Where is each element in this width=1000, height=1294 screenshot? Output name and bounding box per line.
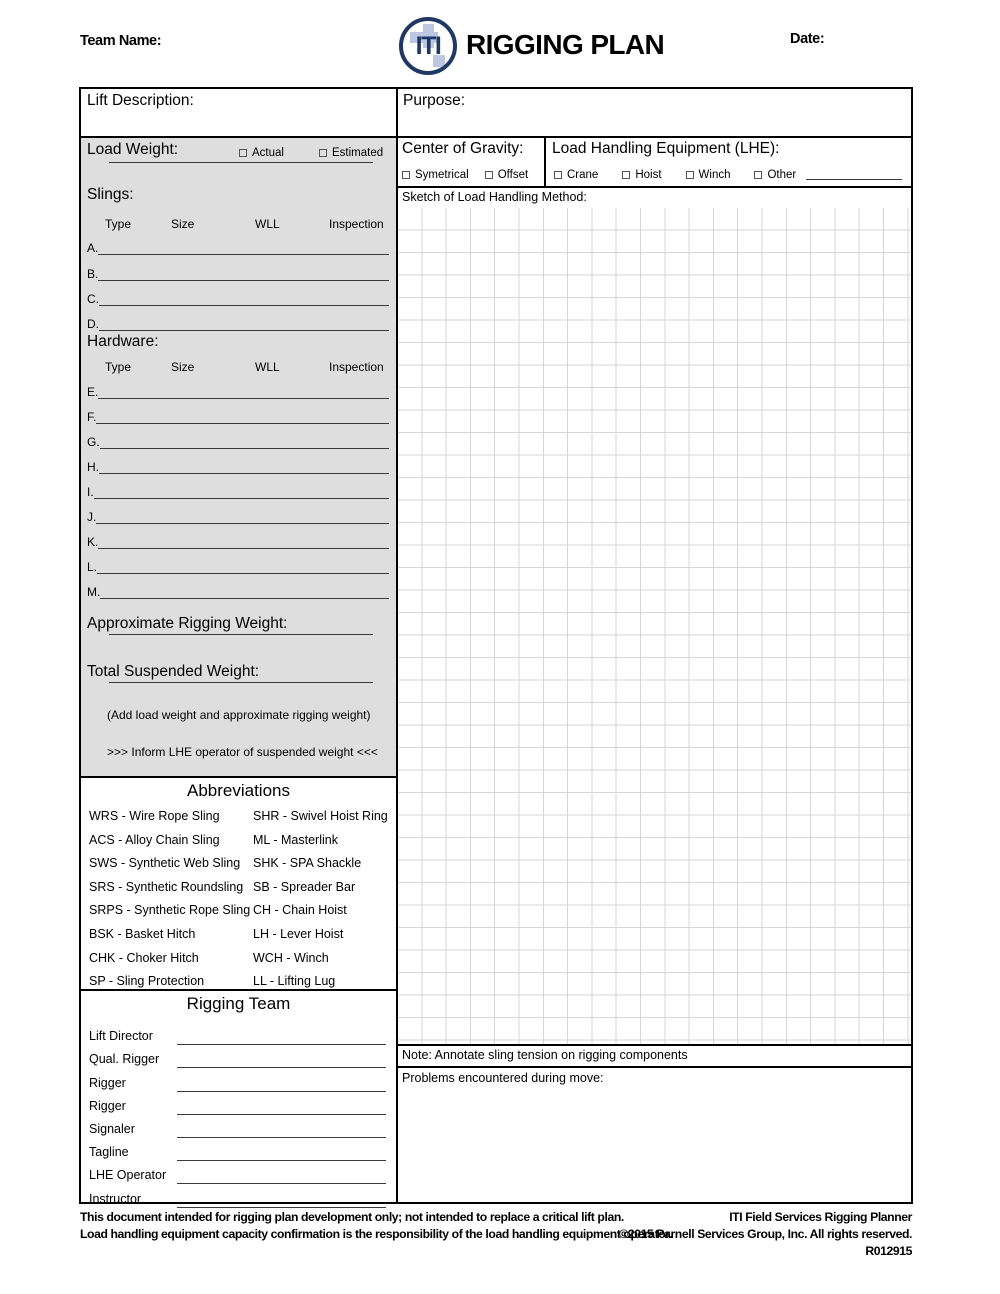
role-label: Rigger [89,1075,126,1090]
abbreviation-item: BSK - Basket Hitch [89,926,196,941]
write-line[interactable] [177,1192,386,1208]
note-bar: Note: Annotate sling tension on rigging components [398,1044,911,1068]
cog-options [402,169,528,181]
hardware-row-m [87,583,389,599]
form-frame [79,87,913,1204]
inform-operator-hint: >>> Inform LHE operator of suspended weight <<< [107,745,378,759]
center-of-gravity-box [398,138,546,186]
page-title: RIGGING PLAN [466,29,665,60]
checkbox-offset[interactable] [485,171,493,179]
row-letter: K. [87,535,99,549]
hardware-col-type: Type [105,360,132,374]
write-line[interactable] [94,485,389,499]
checkbox-crane[interactable] [554,171,562,179]
row-letter: A. [87,241,99,255]
team-name-label: Team Name: [80,33,162,49]
row-letter: D. [87,317,99,331]
load-weight-label: Load Weight: [87,141,179,158]
lift-description-label: Lift Description: [87,92,194,109]
hardware-col-size: Size [171,360,195,374]
hardware-row-g [87,433,389,449]
footer-disclaimer-line-1: This document intended for rigging plan development only; not intended to replace a critical lift plan. [80,1210,624,1224]
option-label: Winch [698,169,731,181]
write-line[interactable] [100,585,389,599]
hardware-row-k [87,533,389,549]
lhe-option-other [754,169,902,181]
approx-rigging-weight-write-line[interactable] [109,634,373,635]
total-suspended-weight-write-line[interactable] [109,682,373,683]
role-label: Rigger [89,1098,126,1113]
team-row-rigger-2 [89,1092,386,1115]
abbreviation-item: SWS - Synthetic Web Sling [89,856,241,871]
date-label: Date: [790,31,825,47]
sling-row-a [87,239,389,255]
hardware-col-wll: WLL [255,360,280,374]
option-label: Actual [252,147,284,159]
hardware-col-inspection: Inspection [329,360,384,374]
abbreviation-item: LL - Lifting Lug [253,974,336,989]
iti-logo-ring [399,17,457,75]
lhe-option-crane [554,169,598,181]
total-weight-hint: (Add load weight and approximate rigging weight) [107,708,371,722]
footer-credits [619,1209,912,1260]
footer-revision-number: R012915 [865,1244,912,1258]
write-line[interactable] [177,1052,386,1068]
center-of-gravity-label: Center of Gravity: [402,140,524,157]
row-letter: M. [87,585,101,599]
team-row-qual-rigger [89,1045,386,1068]
lift-description-box[interactable] [81,89,396,138]
abbreviation-item: CHK - Choker Hitch [89,950,199,965]
sling-row-b [87,265,389,281]
option-label: Hoist [635,169,662,181]
hardware-label: Hardware: [87,333,159,350]
abbreviation-item: SRS - Synthetic Roundsling [89,879,244,894]
slings-col-type: Type [105,217,132,231]
abbreviations-title: Abbreviations [186,781,290,800]
hardware-row-h [87,458,389,474]
write-line[interactable] [177,1122,386,1138]
hardware-row-j [87,508,389,524]
abbreviation-item: LH - Lever Hoist [253,926,344,941]
abbreviation-item: SHK - SPA Shackle [253,856,362,871]
role-label: Qual. Rigger [89,1052,160,1067]
write-line[interactable] [98,535,389,549]
team-row-lhe-operator [89,1161,386,1184]
row-letter: C. [87,292,99,306]
sling-row-c [87,290,389,306]
total-suspended-weight-label: Total Suspended Weight: [87,663,260,680]
lhe-option-hoist [622,169,661,181]
role-label: LHE Operator [89,1168,167,1183]
cog-option-symetrical [402,169,469,181]
checkbox-symetrical[interactable] [402,171,410,179]
footer-disclaimer [80,1209,672,1243]
checkbox-estimated[interactable] [319,149,327,157]
lhe-options [554,169,902,181]
checkbox-hoist[interactable] [622,171,630,179]
row-letter: J. [87,510,97,524]
row-letter: B. [87,267,99,281]
team-row-signaler [89,1115,386,1138]
write-line[interactable] [98,385,389,399]
option-label: Offset [497,169,529,181]
hardware-row-i [87,483,389,499]
rigging-team-panel [81,991,396,1206]
load-weight-option-estimated [319,147,383,159]
left-column [81,89,398,1206]
footer-copyright: ©2015 Parnell Services Group, Inc. All rights reserved. [619,1227,912,1241]
checkbox-other[interactable] [754,171,762,179]
lhe-option-winch [686,169,731,181]
row-letter: E. [87,385,99,399]
team-row-tagline [89,1138,386,1161]
option-label: Crane [567,169,599,181]
slings-label: Slings: [87,186,134,203]
logo-text: ITI [415,31,441,60]
write-line[interactable] [100,435,389,449]
problems-box[interactable] [398,1068,911,1202]
row-letter: H. [87,460,99,474]
write-line[interactable] [177,1145,386,1161]
footer-disclaimer-line-2: Load handling equipment capacity confirmation is the responsibility of the load handling equipment operator. [80,1227,672,1241]
lhe-box [546,138,911,186]
checkbox-actual[interactable] [239,149,247,157]
cog-lhe-row [398,138,911,188]
abbreviation-item: WCH - Winch [253,950,329,965]
write-line[interactable] [96,510,389,524]
abbreviations-column-2 [253,809,388,998]
abbreviations-column-1 [89,809,250,998]
lhe-label: Load Handling Equipment (LHE): [552,140,780,157]
abbreviation-item: ACS - Alloy Chain Sling [89,832,220,847]
rigging-team-rows [89,1022,386,1208]
write-line[interactable] [177,1099,386,1115]
abbreviation-item: SHR - Swivel Hoist Ring [253,809,388,823]
write-line[interactable] [97,560,389,574]
checkbox-winch[interactable] [686,171,694,179]
team-row-rigger-1 [89,1068,386,1091]
abbreviation-item: SRPS - Synthetic Rope Sling [89,903,251,918]
row-letter: L. [87,560,98,574]
load-weight-write-line[interactable] [109,162,373,163]
write-line[interactable] [98,241,389,255]
cog-option-offset [485,169,528,181]
sketch-grid-area[interactable] [398,208,911,1044]
write-line[interactable] [99,292,389,306]
write-line[interactable] [177,1076,386,1092]
write-line[interactable] [177,1029,386,1045]
sling-row-d [87,315,389,331]
load-weight-option-actual [239,147,284,159]
role-label: Instructor [89,1191,142,1206]
write-line[interactable] [99,460,389,474]
team-row-lift-director [89,1022,386,1045]
abbreviation-item: CH - Chain Hoist [253,903,347,918]
hardware-row-e [87,383,389,399]
abbreviation-item: WRS - Wire Rope Sling [89,809,220,823]
weights-panel [81,138,396,776]
right-column [398,89,911,1202]
abbreviation-item: SB - Spreader Bar [253,879,356,894]
slings-col-wll: WLL [255,217,280,231]
team-row-instructor [89,1184,386,1207]
iti-logo [399,17,457,75]
approx-rigging-weight-label: Approximate Rigging Weight: [87,615,288,632]
problems-label: Problems encountered during move: [402,1071,604,1085]
hardware-row-l [87,558,389,574]
abbreviation-item: ML - Masterlink [253,832,338,847]
write-line[interactable] [98,267,389,281]
write-line[interactable] [99,317,389,331]
option-label: Estimated [332,147,384,159]
slings-col-size: Size [171,217,195,231]
write-line[interactable] [177,1168,386,1184]
role-label: Tagline [89,1145,129,1160]
abbreviation-item: SP - Sling Protection [89,974,205,989]
option-label: Other [767,169,797,181]
abbreviations-panel [81,776,396,991]
row-letter: I. [87,485,94,499]
hardware-row-f [87,408,389,424]
footer-product-name: ITI Field Services Rigging Planner [729,1210,912,1224]
slings-col-inspection: Inspection [329,217,384,231]
row-letter: G. [87,435,100,449]
rigging-team-title: Rigging Team [186,994,291,1013]
write-line[interactable] [96,410,389,424]
purpose-label: Purpose: [403,92,466,109]
role-label: Signaler [89,1121,135,1136]
option-label: Symetrical [415,169,469,181]
purpose-box[interactable] [398,89,911,138]
other-write-line[interactable] [806,170,902,180]
sketch-label: Sketch of Load Handling Method: [402,190,587,204]
row-letter: F. [87,410,97,424]
role-label: Lift Director [89,1029,153,1044]
